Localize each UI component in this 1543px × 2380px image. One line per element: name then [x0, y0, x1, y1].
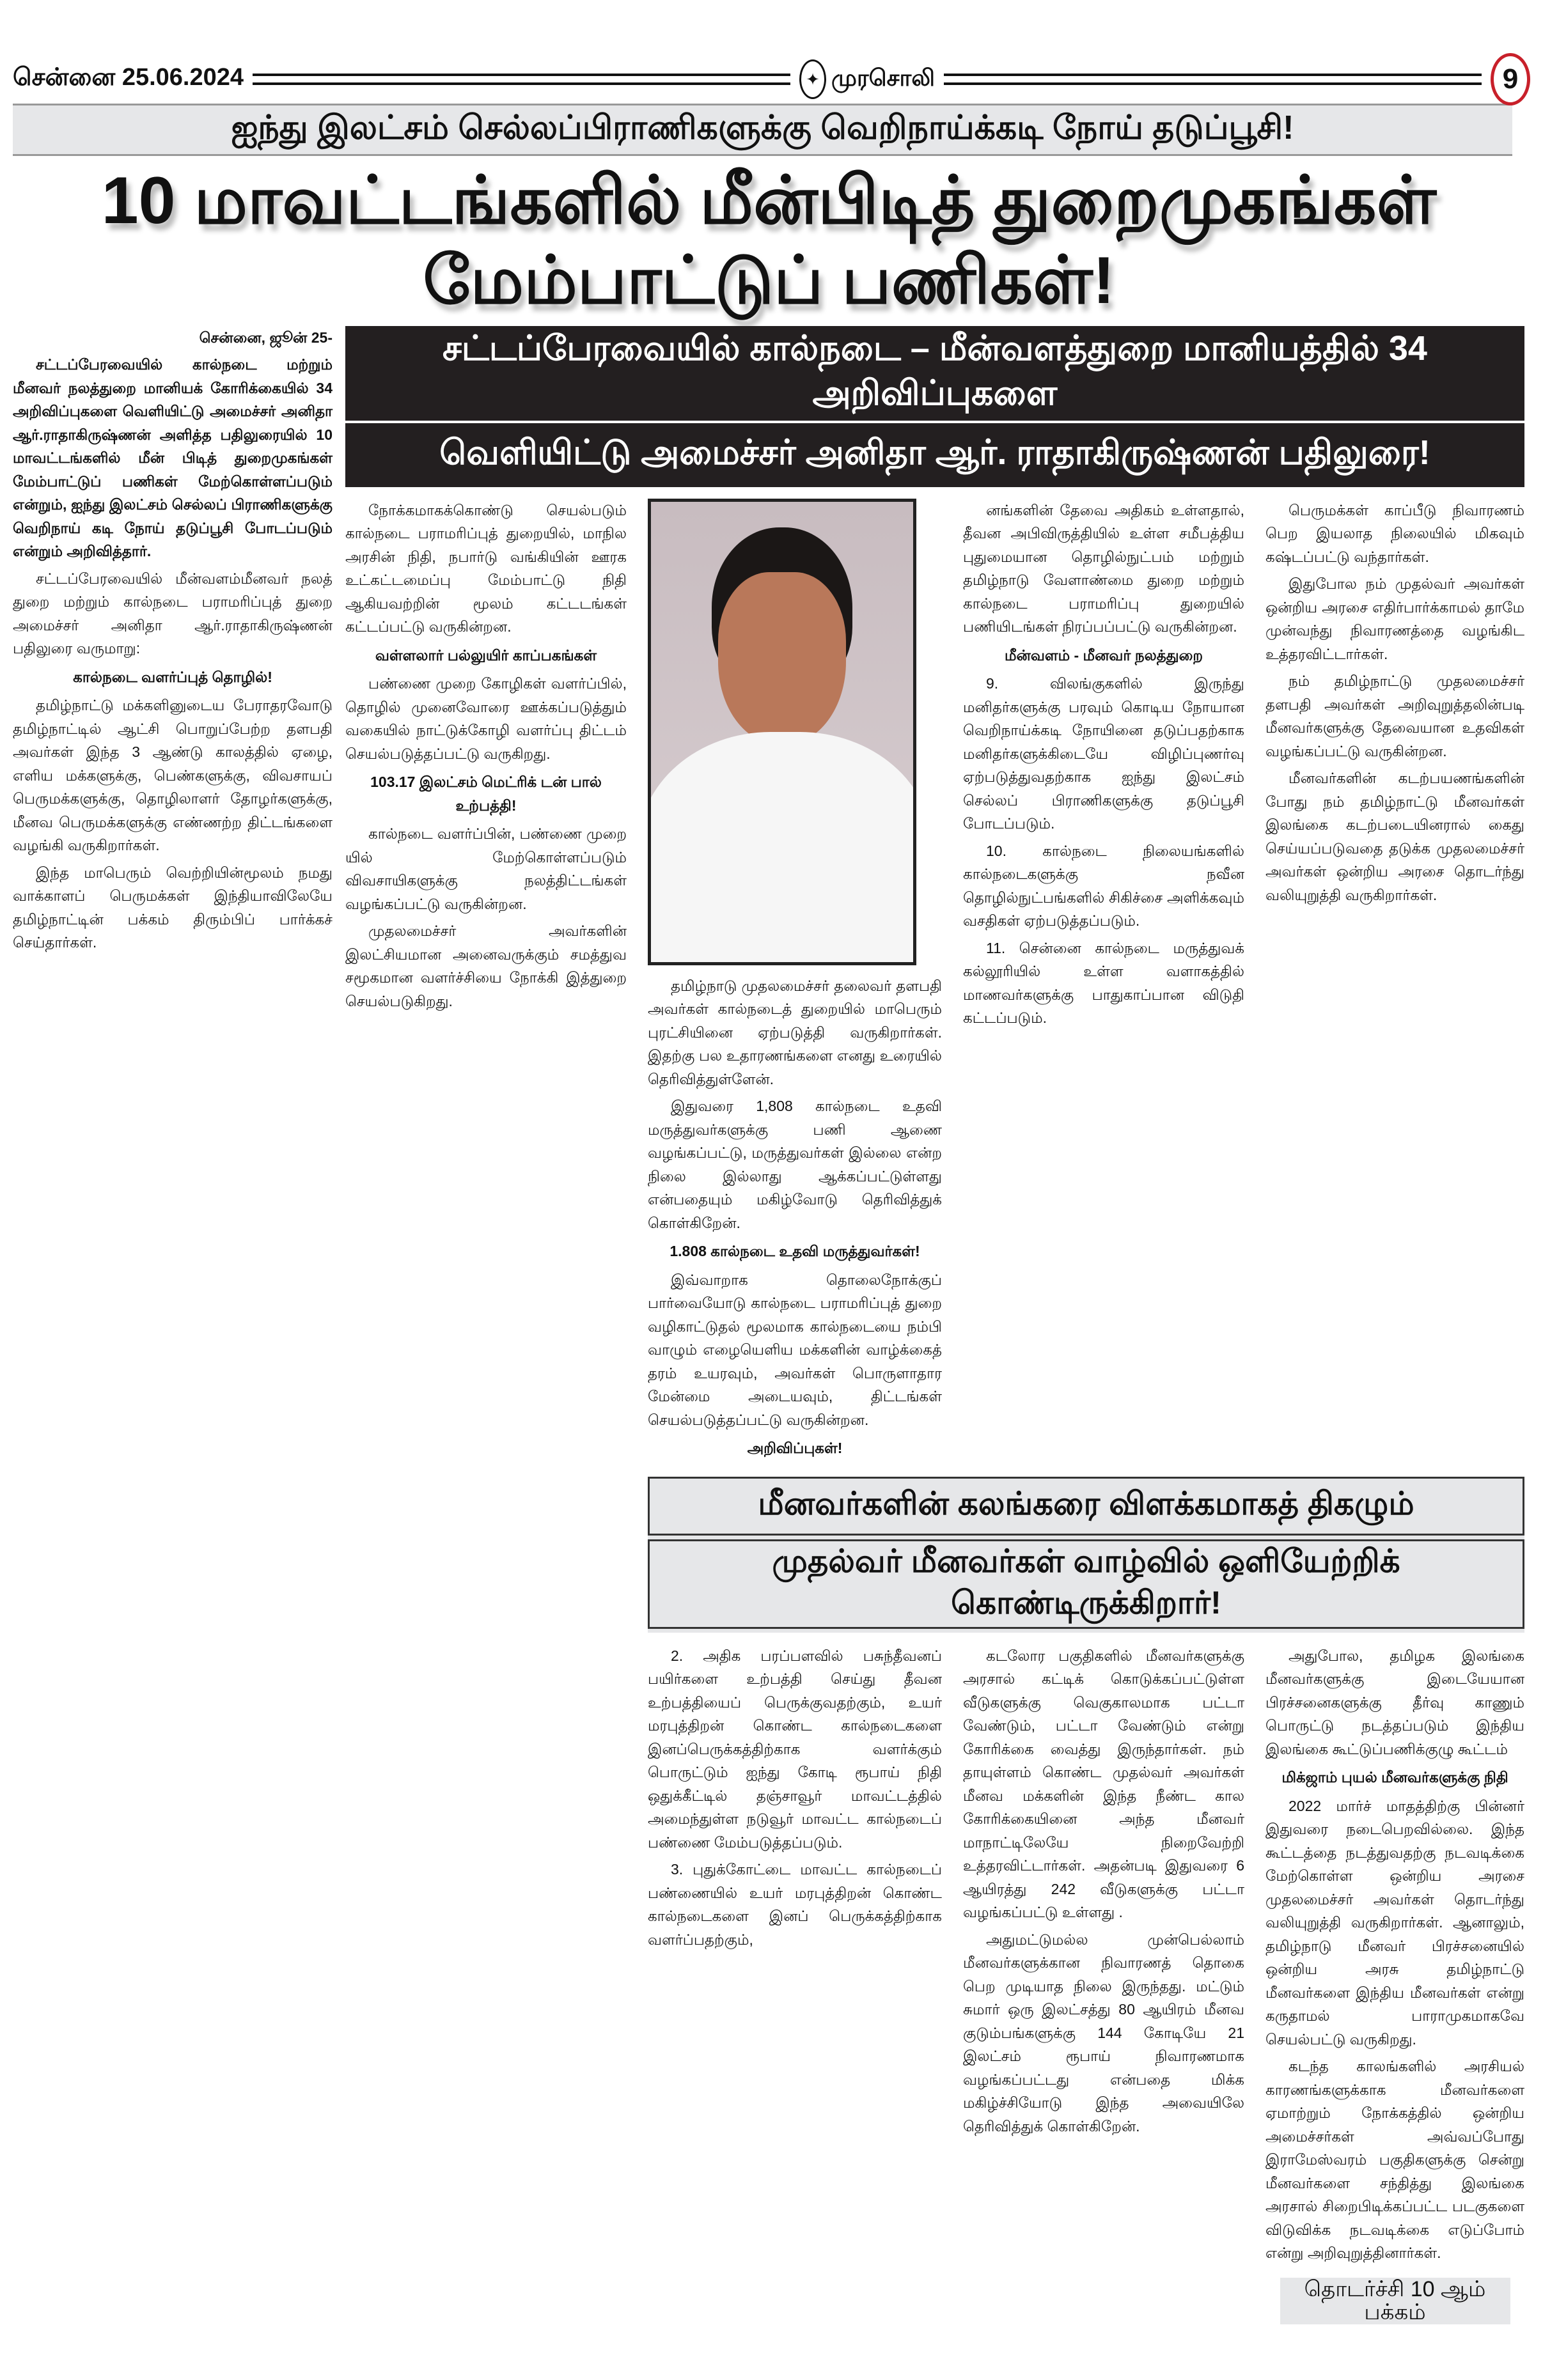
dateline: சென்னை, ஜூன் 25-: [199, 329, 333, 346]
lead-paragraph: சட்டப்பேரவையில் கால்நடை மற்றும் மீனவர் நலத்துறை மானியக் கோரிக்கையில் 34 அறிவிப்புகளை வெளியிட்டு அமைச்சர் அனிதா ஆர்.ராதாகிருஷ்ணன் அளித்த பதிலுரையில் 10 மாவட்டங்களில் மீன் பிடித் துறைமுகங்கள் மேம்பாட்டுப் பணிகள் மேற்கொள்ளப்படும் என்றும், ஐந்து இலட்சம் செல்லப் பிராணிகளுக்கு வெறிநாய் கடி நோய் தடுப்பூசி போடப்படும் என்றும் அறிவித்தார்.: [13, 356, 333, 560]
continued-on-page: தொடர்ச்சி 10 ஆம் பக்கம்: [1280, 2278, 1510, 2324]
column-4: [963, 499, 1244, 1034]
main-headline: 10 மாவட்டங்களில் மீன்பிடித் துறைமுகங்கள் மேம்பாட்டுப் பணிகள்!: [101, 164, 1437, 318]
body-paragraph: நம் தமிழ்நாட்டு முதலமைச்சர் தளபதி அவர்கள் அறிவுறுத்தலின்படி மீனவர்களுக்கு தேவையான உதவிகள் வழங்கப்பட்டு வருகின்றன.: [1265, 673, 1524, 759]
body-paragraph: தமிழ்நாட்டு மக்களினுடைய பேராதரவோடு தமிழ்நாட்டில் ஆட்சி பொறுப்பேற்ற தளபதி அவர்கள் இந்த 3 ஆண்டு காலத்தில் ஏழை, எளிய மக்களுக்கு, பெண்களுக்கு, விவசாயப் பெருமக்களுக்கு, தொழிலாளர் தோழர்களுக்கு, மீனவ பெருமக்களுக்கு எண்ணற்ற திட்டங்களை வழங்கி வருகிறார்கள்.: [13, 697, 333, 854]
body-paragraph: கால்நடை வளர்ப்பின், பண்ணை முறை யில் மேற்கொள்ளப்படும் விவசாயிகளுக்கு நலத்திட்டங்கள் வழங்கப்பட்டு வருகின்றன.: [345, 825, 627, 912]
body-paragraph: இதுவரை 1,808 கால்நடை உதவி மருத்துவர்களுக்கு பணி ஆணை வழங்கப்பட்டு, மருத்துவர்கள் இல்லை என்ற நிலை இல்லாது ஆக்கப்பட்டுள்ளது என்பதையும் மகிழ்வோடு தெரிவித்துக் கொள்கிறேன்.: [648, 1098, 942, 1231]
body-paragraph: கடந்த காலங்களில் அரசியல் காரணங்களுக்காக மீனவர்களை ஏமாற்றும் நோக்கத்தில் ஒன்றிய அமைச்சர்கள் அவ்வப்போது இராமேஸ்வரம் பகுதிகளுக்கு சென்று மீனவர்களை சந்தித்து இலங்கை அரசால் சிறைபிடிக்கப்பட்ட படகுகளை விடுவிக்க நடவடிக்கை எடுப்போம் என்று அறிவுறுத்தினார்கள்.: [1265, 2058, 1524, 2262]
sub-headline-banner: [345, 326, 1524, 487]
body-paragraph: பண்ணை முறை கோழிகள் வளர்ப்பில், தொழில் முனைவோரை ஊக்கப்படுத்தும் வகையில் நாட்டுக்கோழி வளர்ப்பு திட்டம் செயல்படுத்தப்பட்டு வருகிறது.: [345, 675, 627, 762]
column-5-lower: [1265, 1644, 1524, 2324]
body-paragraph: 10. கால்நடை நிலையங்களில் கால்நடைகளுக்கு நவீன தொழில்நுட்பங்களில் சிகிச்சை அளிக்கவும் வசதிகள் ஏற்படுத்தப்படும்.: [963, 842, 1244, 929]
body-paragraph: சட்டப்பேரவையில் மீன்வளம்மீனவர் நலத் துறை மற்றும் கால்நடை பராமரிப்புத் துறை அமைச்சர் அனிதா ஆர்.ராதாகிருஷ்ணன் பதிலுரை வருமாறு:: [13, 570, 333, 657]
body-paragraph: னங்களின் தேவை அதிகம் உள்ளதால், தீவன அபிவிருத்தியில் உள்ள சமீபத்திய புதுமையான தொழில்நுட்பம் மற்றும் தமிழ்நாடு வேளாண்மை துறை மற்றும் கால்நடை பராமரிப்பு துறையில் பணியிடங்கள் நிரப்பப்பட்டு வருகின்றன.: [963, 501, 1244, 635]
body-paragraph: இதுபோல நம் முதல்வர் அவர்கள் ஒன்றிய அரசை எதிர்பார்க்காமல் தாமே முன்வந்து நிவாரணத்தை வழங்கிட உத்தரவிட்டார்கள்.: [1265, 575, 1524, 662]
paper-name: முரசொலி: [831, 64, 936, 91]
body-paragraph: பெருமக்கள் காப்பீடு நிவாரணம் பெற இயலாத நிலையில் மிகவும் கஷ்டப்பட்டு வந்தார்கள்.: [1265, 501, 1524, 565]
paper-logo: [799, 59, 935, 99]
section-subheading: அறிவிப்புகள்!: [747, 1440, 843, 1457]
section-subheading: வள்ளலார் பல்லுயிர் காப்பகங்கள்: [375, 646, 597, 664]
masthead-rule: [944, 74, 1482, 85]
body-paragraph: 9. விலங்குகளில் இருந்து மனிதர்களுக்கு பரவும் கொடிய நோயான வெறிநாய்க்கடி நோயினை தடுப்பதற்காக மனிதர்களுக்கிடையே விழிப்புணர்வு ஏற்படுத்துவதற்காக ஐந்து இலட்சம் செல்லப் பிராணிகளுக்கு தடுப்பூசி போடப்படும்.: [963, 675, 1244, 832]
body-paragraph: 2022 மார்ச் மாதத்திற்கு பின்னர் இதுவரை நடைபெறவில்லை. இந்த கூட்டத்தை நடத்துவதற்கு நடவடிக்கை மேற்கொள்ள ஒன்றிய அரசை முதலமைச்சர் அவர்கள் தொடர்ந்து வலியுறுத்தி வருகிறார்கள். ஆனாலும், தமிழ்நாடு மீனவர் பிரச்சனையில் ஒன்றிய அரசு தமிழ்நாட்டு மீனவர்களை இந்திய மீனவர்கள் என்று கருதாமல் பாராமுகமாகவே செயல்பட்டு வருகிறது.: [1265, 1797, 1524, 2048]
body-paragraph: முதலமைச்சர் அவர்களின் இலட்சியமான அனைவருக்கும் சமத்துவ சமூகமான வளர்ச்சியை நோக்கி இத்துறை செயல்படுகிறது.: [345, 922, 627, 1009]
body-paragraph: அதுபோல, தமிழக இலங்கை மீனவர்களுக்கு இடையேயான பிரச்சனைகளுக்கு தீர்வு காணும் பொருட்டு நடத்தப்படும் இந்திய இலங்கை கூட்டுப்பணிக்குழு கூட்டம்: [1265, 1647, 1524, 1757]
photo-caption: தமிழ்நாடு முதலமைச்சர் தலைவர் தளபதி அவர்கள் கால்நடைத் துறையில் மாபெரும் புரட்சியினை ஏற்படுத்தி வருகிறார்கள். இதற்கு பல உதாரணங்களை எனது உரையில் தெரிவித்துள்ளேன்.: [648, 977, 942, 1087]
masthead: [13, 59, 1530, 100]
emblem-icon: ✦: [799, 59, 826, 99]
section-subheading: 103.17 இலட்சம் மெட்ரிக் டன் பால் உற்பத்தி!: [370, 774, 602, 814]
body-paragraph: மீனவர்களின் கடற்பயணங்களின் போது நம் தமிழ்நாட்டு மீனவர்கள் இலங்கை கடற்படையினரால் கைது செய்யப்படுவதை தடுக்க முதலமைச்சர் அவர்கள் ஒன்றிய அரசை தொடர்ந்து வலியுறுத்தி வருகிறார்கள்.: [1265, 770, 1524, 903]
body-paragraph: கடலோர பகுதிகளில் மீனவர்களுக்கு அரசால் கட்டிக் கொடுக்கப்பட்டுள்ள வீடுகளுக்கு வெகுகாலமாக பட்டா வேண்டும், பட்டா வேண்டும் என்று கோரிக்கை வைத்து இருந்தார்கள். நம் தாயுள்ளம் கொண்ட முதல்வர் அவர்கள் மீனவ மக்களின் இந்த நீண்ட கால கோரிக்கையினை அந்த மீனவர் மாநாட்டிலேயே நிறைவேற்றி உத்தரவிட்டார்கள். அதன்படி இதுவரை 6 ஆயிரத்து 242 வீடுகளுக்கு பட்டா வழங்கப்பட்டு உள்ளது .: [963, 1647, 1244, 1921]
section-subheading: கால்நடை வளர்ப்புத் தொழில்!: [73, 668, 272, 685]
banner-line-2: வெளியிட்டு அமைச்சர் அனிதா ஆர். ராதாகிருஷ்ணன் பதிலுரை!: [439, 433, 1430, 472]
body-paragraph: நோக்கமாகக்கொண்டு செயல்படும் கால்நடை பராமரிப்புத் துறையில், மாநில அரசின் நிதி, நபார்டு வங்கியின் ஊரக உட்கட்டமைப்பு மேம்பாட்டு நிதி ஆகியவற்றின் மூலம் கட்டடங்கள் கட்டப்பட்டு வருகின்றன.: [345, 501, 627, 635]
column-3-lower: [648, 1644, 942, 1956]
minister-photo: [648, 499, 916, 965]
section-subheading: மிக்ஜாம் புயல் மீனவர்களுக்கு நிதி: [1281, 1769, 1508, 1786]
body-paragraph: 3. புதுக்கோட்டை மாவட்ட கால்நடைப் பண்ணையில் உயர் மரபுத்திறன் கொண்ட கால்நடைகளை இனப் பெருக்கத்திற்காக வளர்ப்பதற்கும்,: [648, 1861, 942, 1948]
issue-date: சென்னை 25.06.2024: [13, 64, 244, 91]
topic-strip: ஐந்து இலட்சம் செல்லப்பிராணிகளுக்கு வெறிநாய்க்கடி நோய் தடுப்பூசி!: [13, 104, 1512, 156]
body-paragraph: அதுமட்டுமல்ல முன்பெல்லாம் மீனவர்களுக்கான நிவாரணத் தொகை பெற முடியாத நிலை இருந்தது. மட்டும் சுமார் ஒரு இலட்சத்து 80 ஆயிரம் மீனவ குடும்பங்களுக்கு 144 கோடியே 21 இலட்சம் ரூபாய் நிவாரணமாக வழங்கப்பட்டது என்பதை மிக்க மகிழ்ச்சியோடு இந்த அவையிலே தெரிவித்துக் கொள்கிறேன்.: [963, 1931, 1244, 2135]
mid-banner: [648, 1477, 1524, 1633]
body-paragraph: 11. சென்னை கால்நடை மருத்துவக் கல்லூரியில் உள்ள வளாகத்தில் மாணவர்களுக்கு பாதுகாப்பான விடுதி கட்டப்படும்.: [963, 939, 1244, 1027]
masthead-rule: [253, 74, 790, 85]
column-1: [13, 326, 333, 958]
column-2: [345, 499, 627, 1017]
body-paragraph: இந்த மாபெரும் வெற்றியின்மூலம் நமது வாக்காளப் பெருமக்கள் இந்தியாவிலேயே தமிழ்நாட்டின் பக்கம் திரும்பிப் பார்க்கச் செய்தார்கள்.: [13, 864, 333, 951]
mid-banner-line-1: மீனவர்களின் கலங்கரை விளக்கமாகத் திகழும்: [648, 1477, 1524, 1536]
column-4-lower: [963, 1644, 1244, 2142]
mid-banner-line-2: முதல்வர் மீனவர்கள் வாழ்வில் ஒளியேற்றிக் கொண்டிருக்கிறார்!: [648, 1539, 1524, 1629]
column-3: [648, 499, 942, 1465]
page-number: 9: [1491, 53, 1530, 105]
section-subheading: மீன்வளம் - மீனவர் நலத்துறை: [1004, 646, 1203, 664]
body-paragraph: இவ்வாறாக தொலைநோக்குப் பார்வையோடு கால்நடை பராமரிப்புத் துறை வழிகாட்டுதல் மூலமாக கால்நடையை நம்பி வாழும் எழையெளிய மக்களின் வாழ்க்கைத் தரம் உயரவும், அவர்கள் பொருளாதார மேன்மை அடையவும், திட்டங்கள் செயல்படுத்தப்பட்டு வருகின்றன.: [648, 1271, 942, 1428]
body-paragraph: 2. அதிக பரப்பளவில் பசுந்தீவனப் பயிர்களை உற்பத்தி செய்து தீவன உற்பத்தியைப் பெருக்குவதற்கும், உயர் மரபுத்திறன் கொண்ட கால்நடைகளை இனப்பெருக்கத்திற்காக வளர்க்கும் பொருட்டும் ஐந்து கோடி ரூபாய் நிதி ஒதுக்கீட்டில் தஞ்சாவூர் மாவட்டத்தில் அமைந்துள்ள நடுவூர் மாவட்ட கால்நடைப் பண்ணை மேம்படுத்தப்படும்.: [648, 1647, 942, 1851]
section-subheading: 1.808 கால்நடை உதவி மருத்துவர்கள்!: [670, 1243, 920, 1260]
banner-line-1: சட்டப்பேரவையில் கால்நடை – மீன்வளத்துறை மானியத்தில் 34 அறிவிப்புகளை: [345, 326, 1524, 423]
column-5: [1265, 499, 1524, 911]
